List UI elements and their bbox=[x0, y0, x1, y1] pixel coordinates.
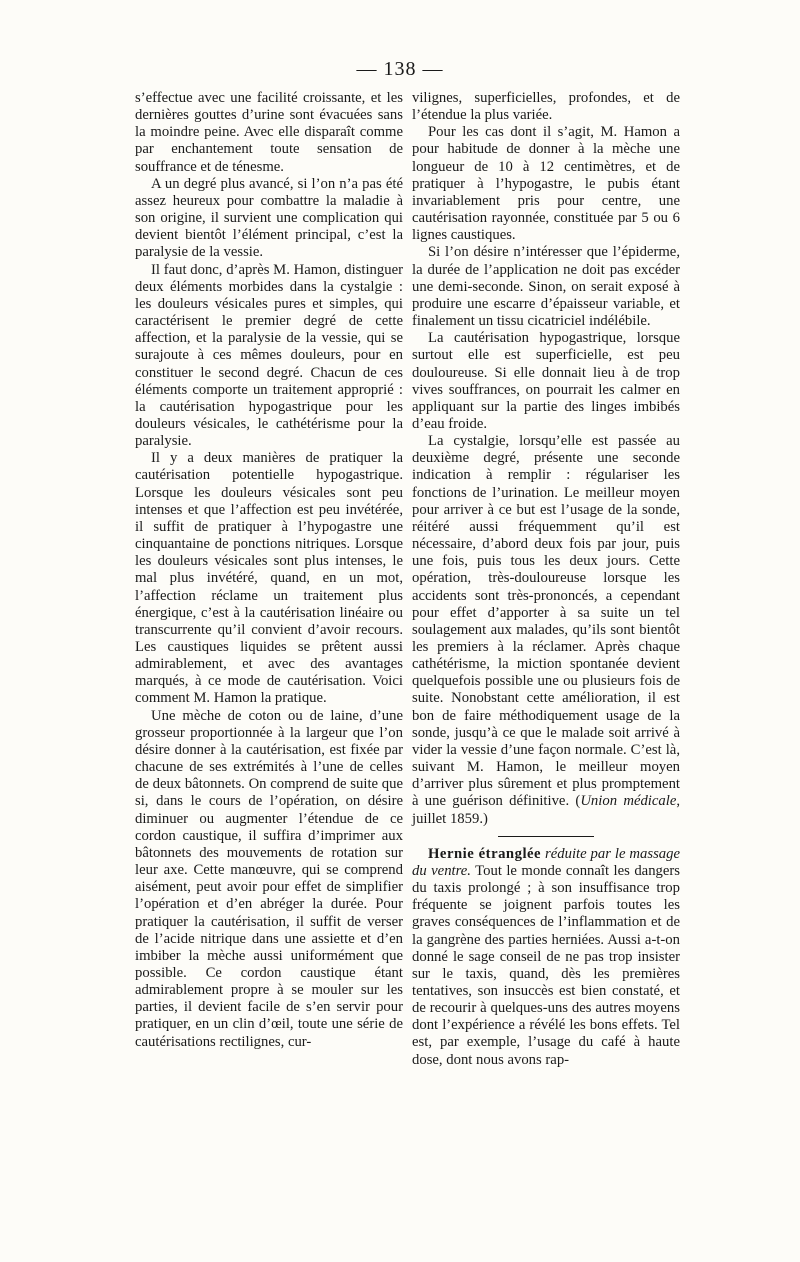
section-separator bbox=[498, 836, 594, 837]
left-column bbox=[135, 90, 403, 1051]
paragraph: Il y a deux manières de pratiquer la cautérisation potentielle hypogastrique. Lorsque les douleurs vésicales sont peu intenses et que l’affection est peu invétérée, il suffit de pratiquer à l’hypogastre une cinquantaine de ponctions nitriques. Lorsque les douleurs vésicales sont plus intenses, le mal plus invétéré, quand, en un mot, l’affection réclame un traitement plus énergique, c’est à la cautérisation linéaire ou transcurrente qu’il convient d’avoir recours. Les caustiques liquides se prêtent aussi admirablement, et avec des avantages marqués, à ce mode de cautérisation. Voici comment M. Hamon la pratique. bbox=[135, 450, 403, 707]
paragraph: Une mèche de coton ou de laine, d’une grosseur proportionnée à la largeur que l’on désire donner à la cautérisation, est fixée par chacune de ses extrémités à l’une de celles de deux bâtonnets. On comprend de suite que si, dans le cours de l’opération, on désire diminuer ou augmenter l’étendue de ce cordon caustique, il suffira d’imprimer aux bâtonnets des mouvements de rotation sur leur axe. Cette manœuvre, qui se comprend aisément, peut avoir pour effet de simplifier l’opération et d’en abréger la durée. Pour pratiquer la cautérisation, il suffit de verser de l’acide nitrique dans une assiette et d’en imbiber la mèche aussi uniformément que possible. Ce cordon caustique étant admirablement propre à se mouler sur les parties, il devient facile de s’en servir pour pratiquer, en un clin d’œil, toute une série de cautérisations rectilignes, cur- bbox=[135, 707, 403, 1050]
article-subtitle: réduite par le massage du ventre. bbox=[412, 845, 681, 879]
paragraph-text: Tout le monde connaît les dangers du taxis prolongé ; à son insuffisance trop fréquente se joignent parfois toutes les graves conséquences de l’inflammation et de la gangrène des parties herniées. Aussi a-t-on donné le sage conseil de ne pas trop insister sur le taxis, quand, dès les premières tentatives, son insuccès est bien constaté, et de recourir à quelques-uns des autres moyens dont l’expérience a révélé les bons effets. Tel est, par exemple, l’usage du café à haute dose, dont nous avons rap- bbox=[412, 862, 681, 1068]
paragraph: La cautérisation hypogastrique, lorsque surtout elle est superficielle, est peu douloureuse. Si elle donnait lieu à de trop vives souffrances, on pourrait les calmer en appliquant sur la partie des linges imbibés d’eau froide. bbox=[412, 330, 680, 432]
paragraph: Si l’on désire n’intéresser que l’épiderme, la durée de l’application ne doit pas excéder une demi-seconde. Sinon, on serait exposé à produire une escarre d’épaisseur variable, et finalement un tissu cicatriciel indélébile. bbox=[412, 244, 680, 330]
citation-open: ( bbox=[575, 793, 581, 810]
paragraph: s’effectue avec une facilité croissante, et les dernières gouttes d’urine sont évacuées sans la moindre peine. Avec elle disparaît comme par enchantement toute sensation de souffrance et de ténesme. bbox=[135, 90, 403, 175]
article-paragraph bbox=[412, 846, 680, 1069]
article-title: Hernie étranglée bbox=[428, 845, 542, 862]
right-column bbox=[412, 90, 680, 1069]
paragraph: A un degré plus avancé, si l’on n’a pas été assez heureux pour combattre la maladie à son origine, il survient une complication qui devient bientôt l’élément principal, c’est la paralysie de la vessie. bbox=[135, 175, 403, 261]
citation-source: Union médicale bbox=[580, 793, 677, 810]
page-number: — 138 — bbox=[356, 58, 444, 80]
citation-date: , juillet 1859.) bbox=[412, 793, 681, 827]
paragraph: vilignes, superficielles, profondes, et de l’étendue la plus variée. bbox=[412, 90, 680, 124]
paragraph: Il faut donc, d’après M. Hamon, distinguer deux éléments morbides dans la cystalgie : les douleurs vésicales pures et simples, qui caractérisent le premier degré de cette affection, et la paralysie de la vessie, qui se surajoute à ces mêmes douleurs, pour en constituer le second degré. Chacun de ces éléments comporte un traitement approprié : la cautérisation hypogastrique pour les douleurs vésicales, le cathétérisme pour la paralysie. bbox=[135, 261, 403, 450]
paragraph bbox=[412, 433, 680, 828]
paragraph: Pour les cas dont il s’agit, M. Hamon a pour habitude de donner à la mèche une longueur de 10 à 12 centimètres, et de pratiquer à l’hypogastre, le pubis étant invariablement pris pour centre, une cautérisation rayonnée, constituée par 5 ou 6 lignes caustiques. bbox=[412, 124, 680, 244]
paragraph-text: La cystalgie, lorsqu’elle est passée au deuxième degré, présente une seconde indication à remplir : régulariser les fonctions de l’urination. Le meilleur moyen pour arriver à ce but est l’usage de la sonde, réitéré aussi fréquemment qu’il est nécessaire, d’abord deux fois par jour, puis une fois, puis tous les deux jours. Cette opération, très-douloureuse lorsque les accidents sont très-prononcés, a cependant pour effet d’apporter à sa suite un tel soulagement aux malades, qu’ils sont bientôt les premiers à la réclamer. Après chaque cathétérisme, la miction spontanée devient quelquefois possible une ou plusieurs fois de suite. Nonobstant cette amélioration, il est bon de faire méthodiquement usage de la sonde, jusqu’à ce que le malade soit arrivé à vider la vessie d’une façon normale. C’est là, suivant M. Hamon, le meilleur moyen d’arriver plus sûrement et plus promptement à une guérison définitive. bbox=[412, 433, 680, 810]
